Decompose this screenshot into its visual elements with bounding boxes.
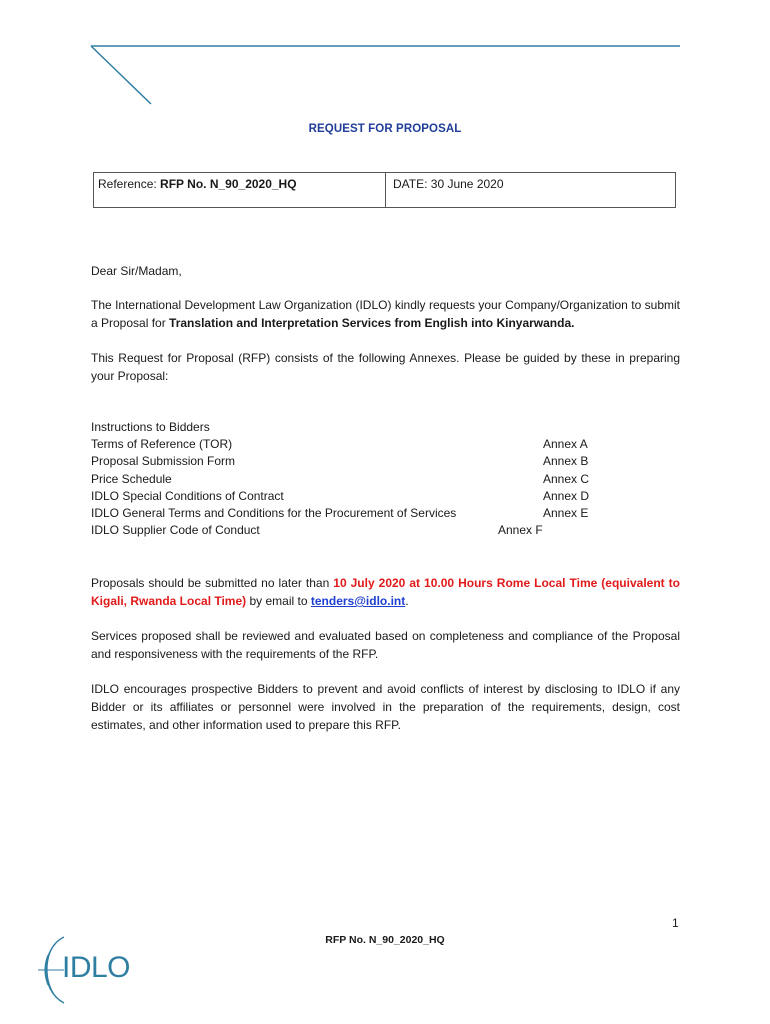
deadline-post: . <box>405 594 409 608</box>
header-decoration <box>0 0 770 120</box>
annex-row <box>91 505 591 522</box>
intro-text: The International Development Law Organization (IDLO) kindly requests your Company/Organization to submit a Proposal for <box>91 298 680 330</box>
page-number: 1 <box>672 916 679 930</box>
page-title: REQUEST FOR PROPOSAL <box>308 123 462 135</box>
annex-id: Annex D <box>543 488 590 503</box>
intro-service: Translation and Interpretation Services from English into Kinyarwanda. <box>169 316 575 330</box>
annex-row <box>91 471 591 488</box>
date-cell: DATE: 30 June 2020 <box>393 177 504 191</box>
annex-label: IDLO General Terms and Conditions for the Procurement of Services <box>91 505 457 520</box>
annex-intro-paragraph: This Request for Proposal (RFP) consists of the following Annexes. Please be guided by these in preparing your Proposal: <box>91 351 680 383</box>
annex-label: Price Schedule <box>91 471 172 486</box>
evaluation-paragraph: Services proposed shall be reviewed and evaluated based on completeness and compliance of the Proposal and responsiveness with the requirements of the RFP. <box>91 629 680 661</box>
annex-id: Annex E <box>543 505 589 520</box>
deadline-pre: Proposals should be submitted no later than <box>91 576 334 590</box>
footer-reference: RFP No. N_90_2020_HQ <box>325 934 445 946</box>
annex-label: IDLO Special Conditions of Contract <box>91 488 284 503</box>
annex-row <box>91 436 591 453</box>
conflict-paragraph: IDLO encourages prospective Bidders to prevent and avoid conflicts of interest by disclosing to IDLO if any Bidder or its affiliates or personnel were involved in the preparation of the requirements, design, cost estimates, and other information used to prepare this RFP. <box>91 682 680 732</box>
annex-label: Terms of Reference (TOR) <box>91 437 233 452</box>
reference-table <box>93 172 676 208</box>
annex-id: Annex B <box>543 454 589 469</box>
logo-text: IDLO <box>62 951 131 984</box>
deadline-paragraph <box>91 574 680 610</box>
intro-paragraph <box>91 296 680 332</box>
idlo-logo <box>34 933 131 1008</box>
annex-list <box>91 419 591 539</box>
annex-label: IDLO Supplier Code of Conduct <box>91 523 260 538</box>
annex-id: Annex C <box>543 471 590 486</box>
annex-row <box>91 488 591 505</box>
annex-id: Annex A <box>543 437 588 452</box>
reference-cell <box>98 177 297 191</box>
email-link[interactable]: tenders@idlo.int <box>310 594 406 608</box>
annex-row <box>91 453 591 470</box>
deadline-mid: by email to <box>246 594 311 608</box>
annex-row <box>91 522 591 539</box>
salutation: Dear Sir/Madam, <box>91 264 182 278</box>
reference-value: RFP No. N_90_2020_HQ <box>160 177 297 191</box>
annex-label: Proposal Submission Form <box>91 454 236 469</box>
annex-label: Instructions to Bidders <box>91 420 210 434</box>
annex-row <box>91 419 591 436</box>
reference-label: Reference: <box>98 177 161 191</box>
deadline-time: 10 July 2020 at 10.00 Hours Rome Local Time (equivalent to Kigali, Rwanda Local Time) <box>91 576 680 608</box>
annex-id: Annex F <box>498 523 543 538</box>
